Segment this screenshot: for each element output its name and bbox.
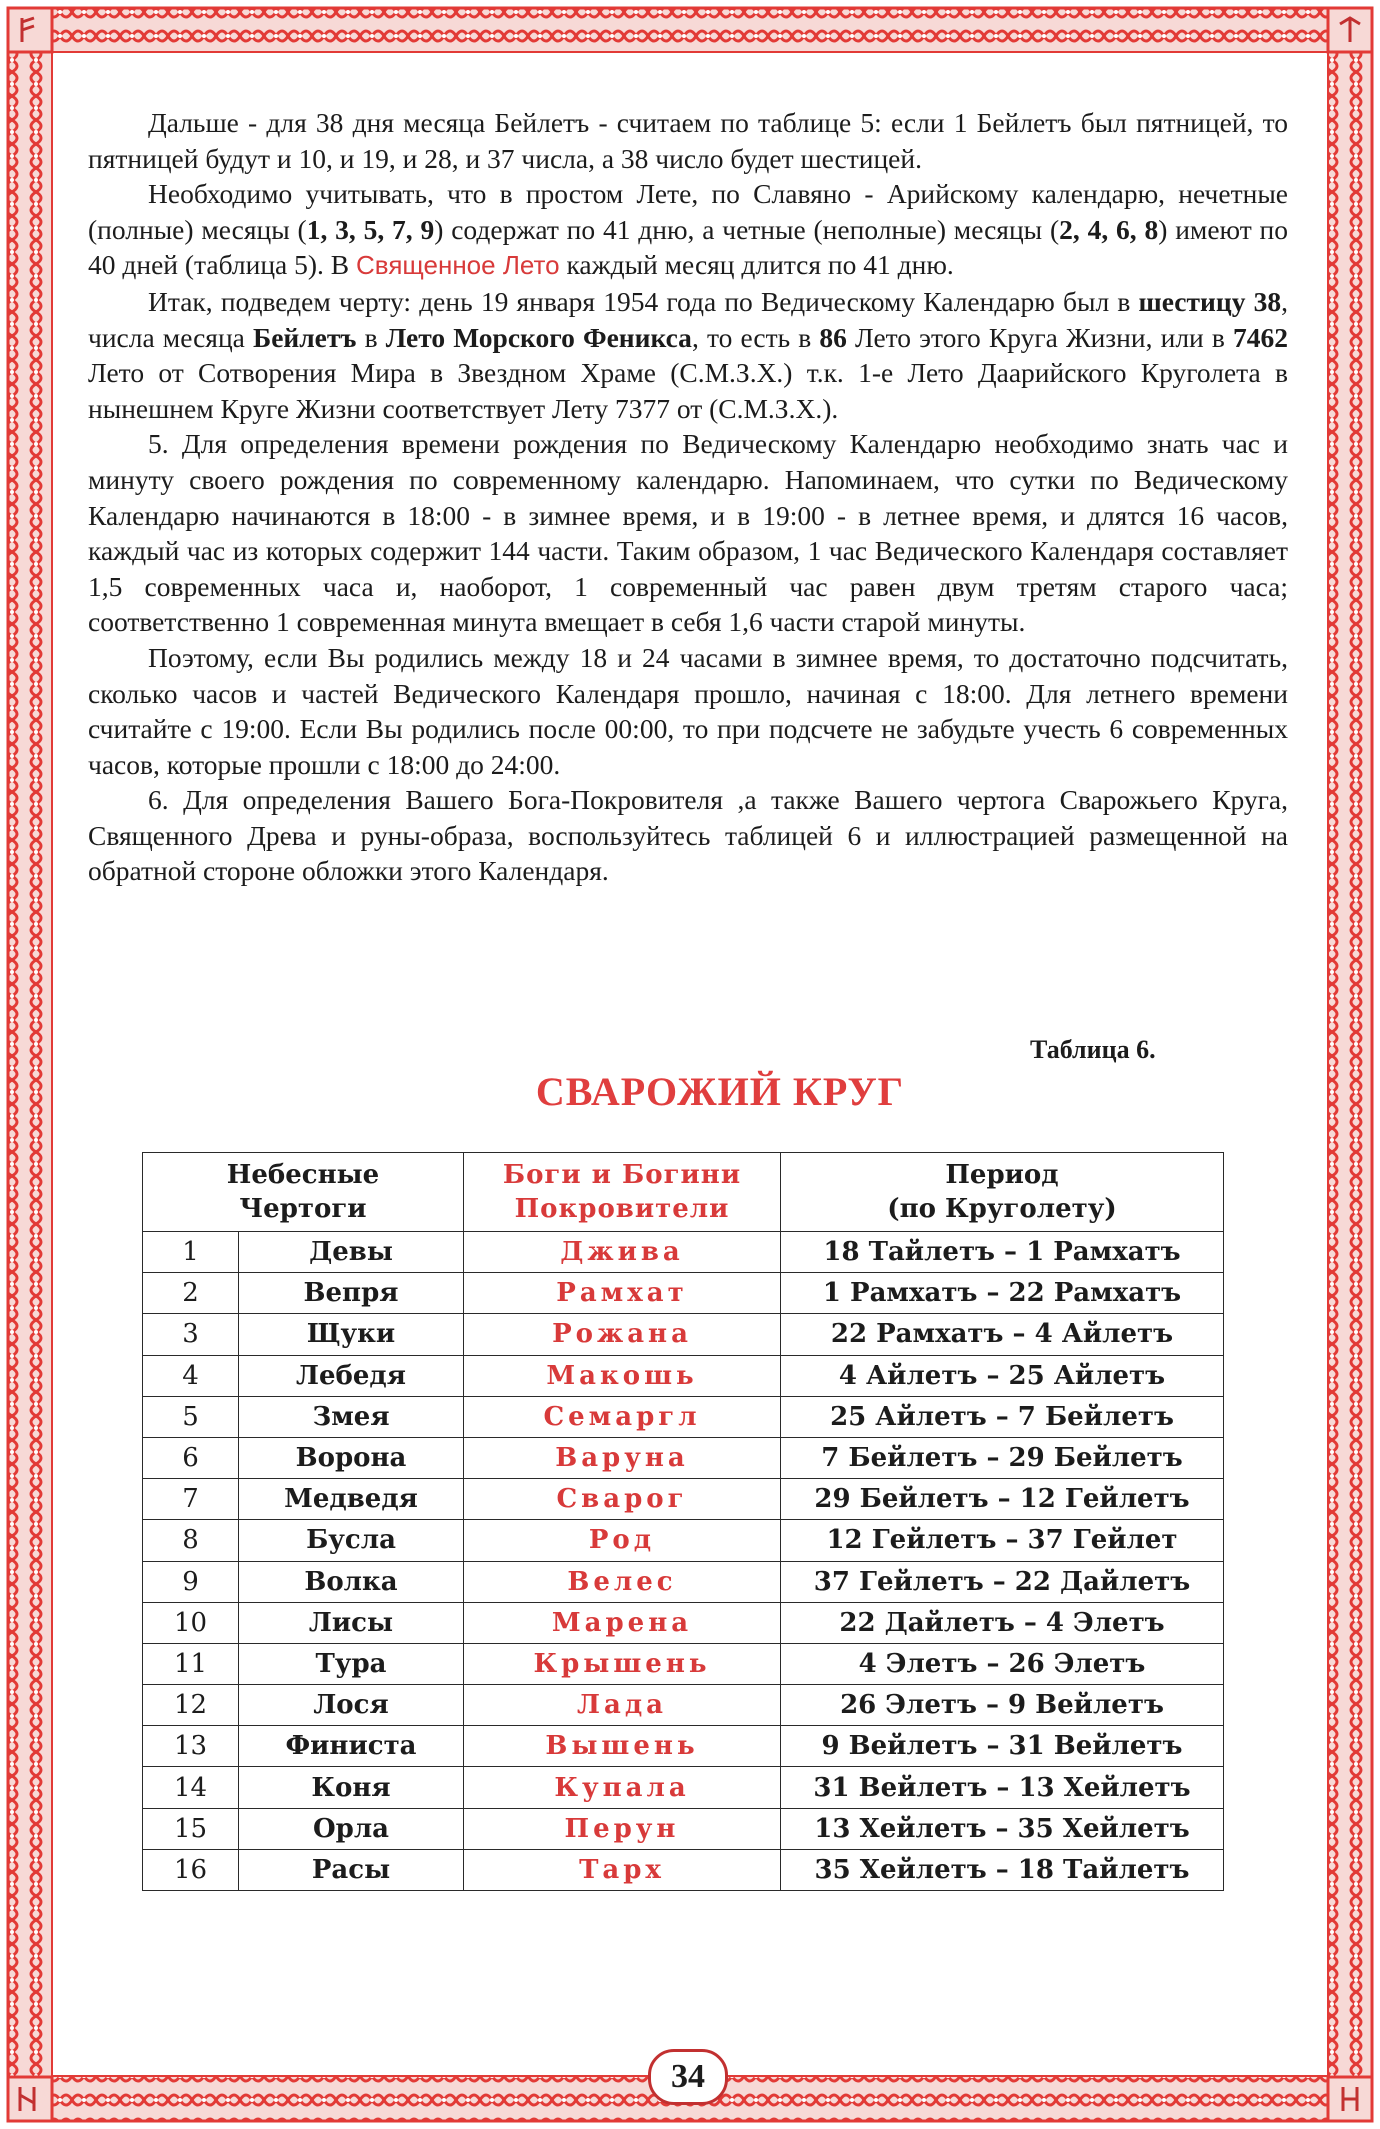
table-row [143,1520,1224,1561]
god-name: Лада [464,1685,781,1726]
god-name: Тарх [464,1849,781,1890]
god-name: Сварог [464,1479,781,1520]
chertog-name: Лебедя [239,1355,464,1396]
period: 35 Хейлетъ – 18 Тайлетъ [781,1849,1224,1890]
god-name: Перун [464,1808,781,1849]
table-caption: Таблица 6. [1030,1035,1156,1064]
chertog-name: Лисы [239,1602,464,1643]
period: 29 Бейлетъ – 12 Гейлетъ [781,1479,1224,1520]
table-row [143,1726,1224,1767]
period: 18 Тайлетъ – 1 Рамхатъ [781,1232,1224,1273]
row-number: 1 [143,1232,239,1273]
chertog-name: Коня [239,1767,464,1808]
header-chertogi: Небесные Чертоги [143,1153,464,1232]
chertog-name: Щуки [239,1314,464,1355]
row-number: 6 [143,1437,239,1478]
row-number: 12 [143,1685,239,1726]
table-row [143,1561,1224,1602]
chertog-name: Медведя [239,1479,464,1520]
god-name: Рамхат [464,1273,781,1314]
corner-rune-icon [1328,2077,1372,2121]
god-name: Варуна [464,1437,781,1478]
header-period: Период (по Круголету) [781,1153,1224,1232]
table-header-row [143,1153,1224,1232]
row-number: 13 [143,1726,239,1767]
chertog-name: Змея [239,1396,464,1437]
period: 4 Айлетъ – 25 Айлетъ [781,1355,1224,1396]
god-name: Рожана [464,1314,781,1355]
row-number: 7 [143,1479,239,1520]
chertog-name: Орла [239,1808,464,1849]
chertog-name: Тура [239,1643,464,1684]
chertog-name: Волка [239,1561,464,1602]
row-number: 16 [143,1849,239,1890]
chertog-name: Расы [239,1849,464,1890]
body-text [88,105,1288,889]
row-number: 15 [143,1808,239,1849]
god-name: Крышень [464,1643,781,1684]
table-row [143,1602,1224,1643]
table-row [143,1396,1224,1437]
god-name: Велес [464,1561,781,1602]
period: 13 Хейлетъ – 35 Хейлетъ [781,1808,1224,1849]
row-number: 5 [143,1396,239,1437]
table-row [143,1437,1224,1478]
chertog-name: Бусла [239,1520,464,1561]
god-name: Купала [464,1767,781,1808]
period: 4 Элетъ – 26 Элетъ [781,1643,1224,1684]
period: 31 Вейлетъ – 13 Хейлетъ [781,1767,1224,1808]
paragraph-3: Итак, подведем черту: день 19 января 1954 года по Ведическому Календарю был в шестицу 38, числа месяца Бейлетъ в Лето Морского Феникса, то есть в 86 Лето этого Круга Жизни, или в 7462 Лето от Сотворения Мира в Звездном Храме (С.М.З.Х.) т.к. 1-е Лето Даарийского Круголета в нынешнем Круге Жизни соответствует Лету 7377 от (С.М.З.Х.). [88,285,1288,424]
paragraph-4: 5. Для определения времени рождения по Ведическому Календарю необходимо знать час и минуту своего рождения по современному календарю. Напоминаем, что сутки по Ведическому Календарю начинаются в 18:00 - в зимнее время, и в 19:00 - в летнее время, и длятся 16 часов, каждый час из которых содержит 144 части. Таким образом, 1 час Ведического Календаря составляет 1,5 современных часа и, наоборот, 1 современный час равен двум третям старого часа; соответственно 1 современная минута вмещает в себя 1,6 части старой минуты. [88,428,1288,638]
sacred-year-term: Священное Лето [356,250,560,281]
table-row [143,1314,1224,1355]
paragraph-2: Необходимо учитывать, что в простом Лете, по Славяно - Арийскому календарю, нечетные (полные) месяцы (1, 3, 5, 7, 9) содержат по 41 дню, а четные (неполные) месяцы (2, 4, 6, 8) имеют по 40 дней (таблица 5). В Священное Лето каждый месяц длится по 41 дню. [88,178,1289,281]
table-row [143,1849,1224,1890]
period: 7 Бейлетъ – 29 Бейлетъ [781,1437,1224,1478]
chertog-name: Ворона [239,1437,464,1478]
row-number: 11 [143,1643,239,1684]
row-number: 9 [143,1561,239,1602]
table-row [143,1685,1224,1726]
period: 37 Гейлетъ – 22 Дайлетъ [781,1561,1224,1602]
table-row [143,1767,1224,1808]
page-number: 34 [648,2049,728,2105]
header-gods: Боги и Богини Покровители [464,1153,781,1232]
table-row [143,1479,1224,1520]
period: 22 Рамхатъ – 4 Айлетъ [781,1314,1224,1355]
period: 25 Айлетъ – 7 Бейлетъ [781,1396,1224,1437]
period: 22 Дайлетъ – 4 Элетъ [781,1602,1224,1643]
row-number: 14 [143,1767,239,1808]
page-title: СВАРОЖИЙ КРУГ [535,1069,905,1114]
row-number: 2 [143,1273,239,1314]
table-row [143,1273,1224,1314]
chertog-name: Вепря [239,1273,464,1314]
svarog-circle-table [142,1152,1224,1891]
period: 9 Вейлетъ – 31 Вейлетъ [781,1726,1224,1767]
row-number: 8 [143,1520,239,1561]
chertog-name: Лося [239,1685,464,1726]
god-name: Марена [464,1602,781,1643]
row-number: 10 [143,1602,239,1643]
row-number: 4 [143,1355,239,1396]
corner-rune-icon [1328,8,1372,52]
row-number: 3 [143,1314,239,1355]
god-name: Семаргл [464,1396,781,1437]
god-name: Род [464,1520,781,1561]
god-name: Джива [464,1232,781,1273]
period: 12 Гейлетъ – 37 Гейлет [781,1520,1224,1561]
period: 26 Элетъ – 9 Вейлетъ [781,1685,1224,1726]
period: 1 Рамхатъ – 22 Рамхатъ [781,1273,1224,1314]
chertog-name: Финиста [239,1726,464,1767]
table-row [143,1355,1224,1396]
god-name: Макошь [464,1355,781,1396]
paragraph-6: 6. Для определения Вашего Бога-Покровителя ,а также Вашего чертога Сварожьего Круга, Священного Древа и руны-образа, воспользуйтесь таблицей 6 и иллюстрацией размещенной на обратной стороне обложки этого Календаря. [88,784,1288,887]
paragraph-5: Поэтому, если Вы родились между 18 и 24 часами в зимнее время, то достаточно подсчитать, сколько часов и частей Ведического Календаря прошло, начиная с 18:00. Для летнего времени считайте с 19:00. Если Вы родились после 00:00, то при подсчете не забудьте учесть 6 современных часов, которые прошли с 18:00 до 24:00. [88,641,1288,780]
chertog-name: Девы [239,1232,464,1273]
table-row [143,1232,1224,1273]
corner-rune-icon [8,8,52,52]
corner-rune-icon [8,2077,52,2121]
paragraph-1: Дальше - для 38 дня месяца Бейлетъ - считаем по таблице 5: если 1 Бейлетъ был пятницей, то пятницей будут и 10, и 19, и 28, и 37 числа, а 38 число будет шестицей. [88,107,1288,174]
god-name: Вышень [464,1726,781,1767]
table-row [143,1808,1224,1849]
table-row [143,1643,1224,1684]
